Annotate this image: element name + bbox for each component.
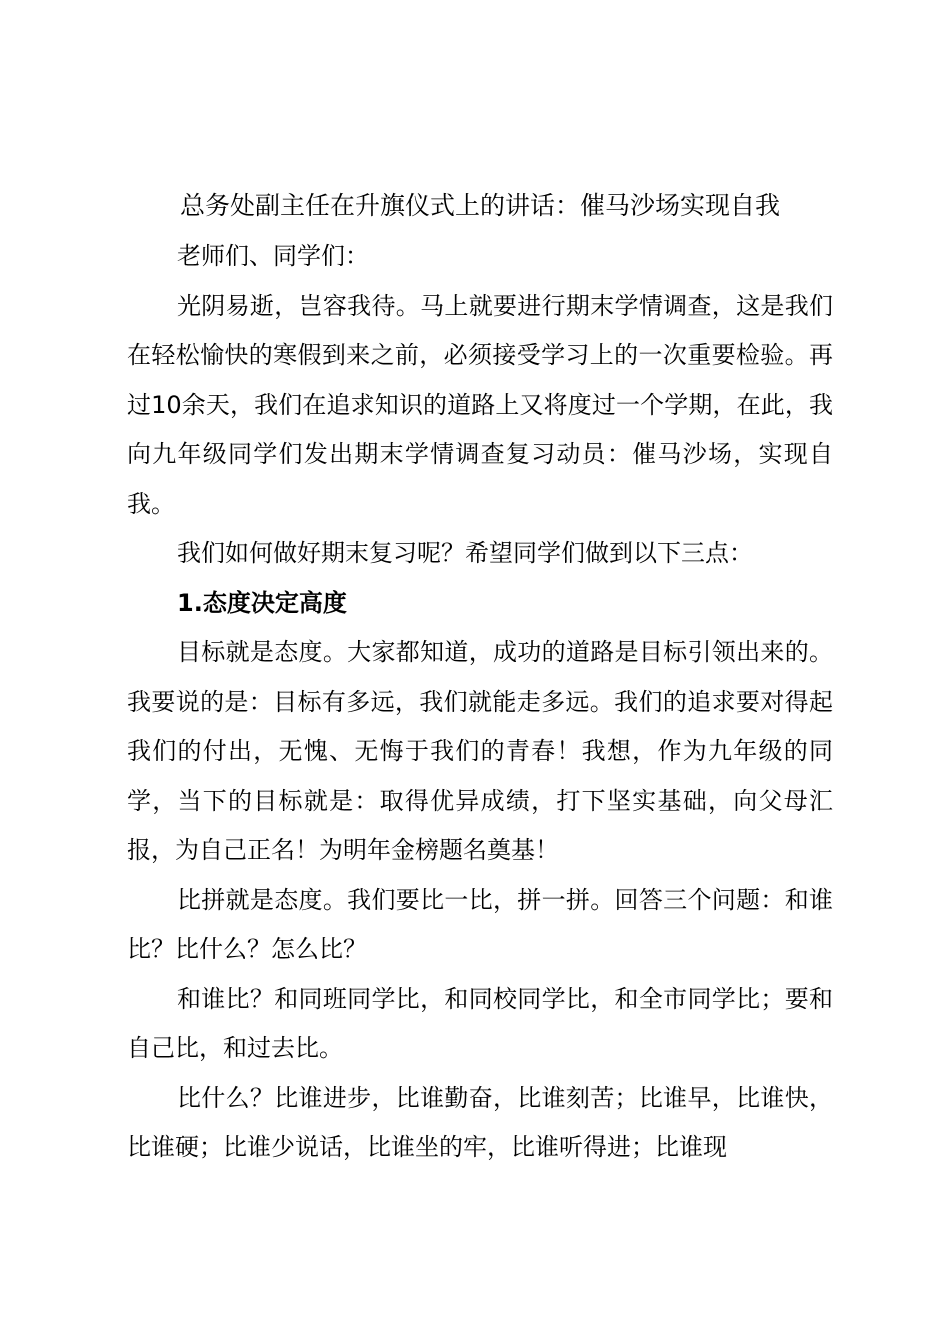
paragraph-with-whom: 和谁比？和同班同学比，和同校同学比，和全市同学比；要和自己比，和过去比。 [127,984,833,1062]
paragraph-intro: 光阴易逝，岂容我待。马上就要进行期末学情调查，这是我们在轻松愉快的寒假到来之前，必须接受学习上的一次重要检验。再过10余天，我们在追求知识的道路上又将度过一个学期，在此，我向九年级同学们发出期末学情调查复习动员：催马沙场，实现自我。 [127,291,833,518]
paragraph-what: 比什么？比谁进步，比谁勤奋，比谁刻苦；比谁早，比谁快，比谁硬；比谁少说话，比谁坐的牢，比谁听得进；比谁现 [127,1083,833,1161]
document-title: 总务处副主任在升旗仪式上的讲话：催马沙场实现自我 [179,191,780,220]
paragraph-goal: 目标就是态度。大家都知道，成功的道路是目标引领出来的。我要说的是：目标有多远，我们就能走多远。我们的追求要对得起我们的付出，无愧、无悔于我们的青春！我想，作为九年级的同学，当下的目标就是：取得优异成绩，打下坚实基础，向父母汇报，为自己正名！为明年金榜题名奠基！ [127,638,833,864]
paragraph-salutation: 老师们、同学们： [177,242,369,270]
document-body [127,232,833,1173]
paragraph-question: 我们如何做好期末复习呢？希望同学们做到以下三点： [177,539,753,567]
section-heading: 1.态度决定高度 [177,588,347,617]
paragraph-compete: 比拼就是态度。我们要比一比，拼一拼。回答三个问题：和谁比？比什么？怎么比？ [127,885,833,963]
